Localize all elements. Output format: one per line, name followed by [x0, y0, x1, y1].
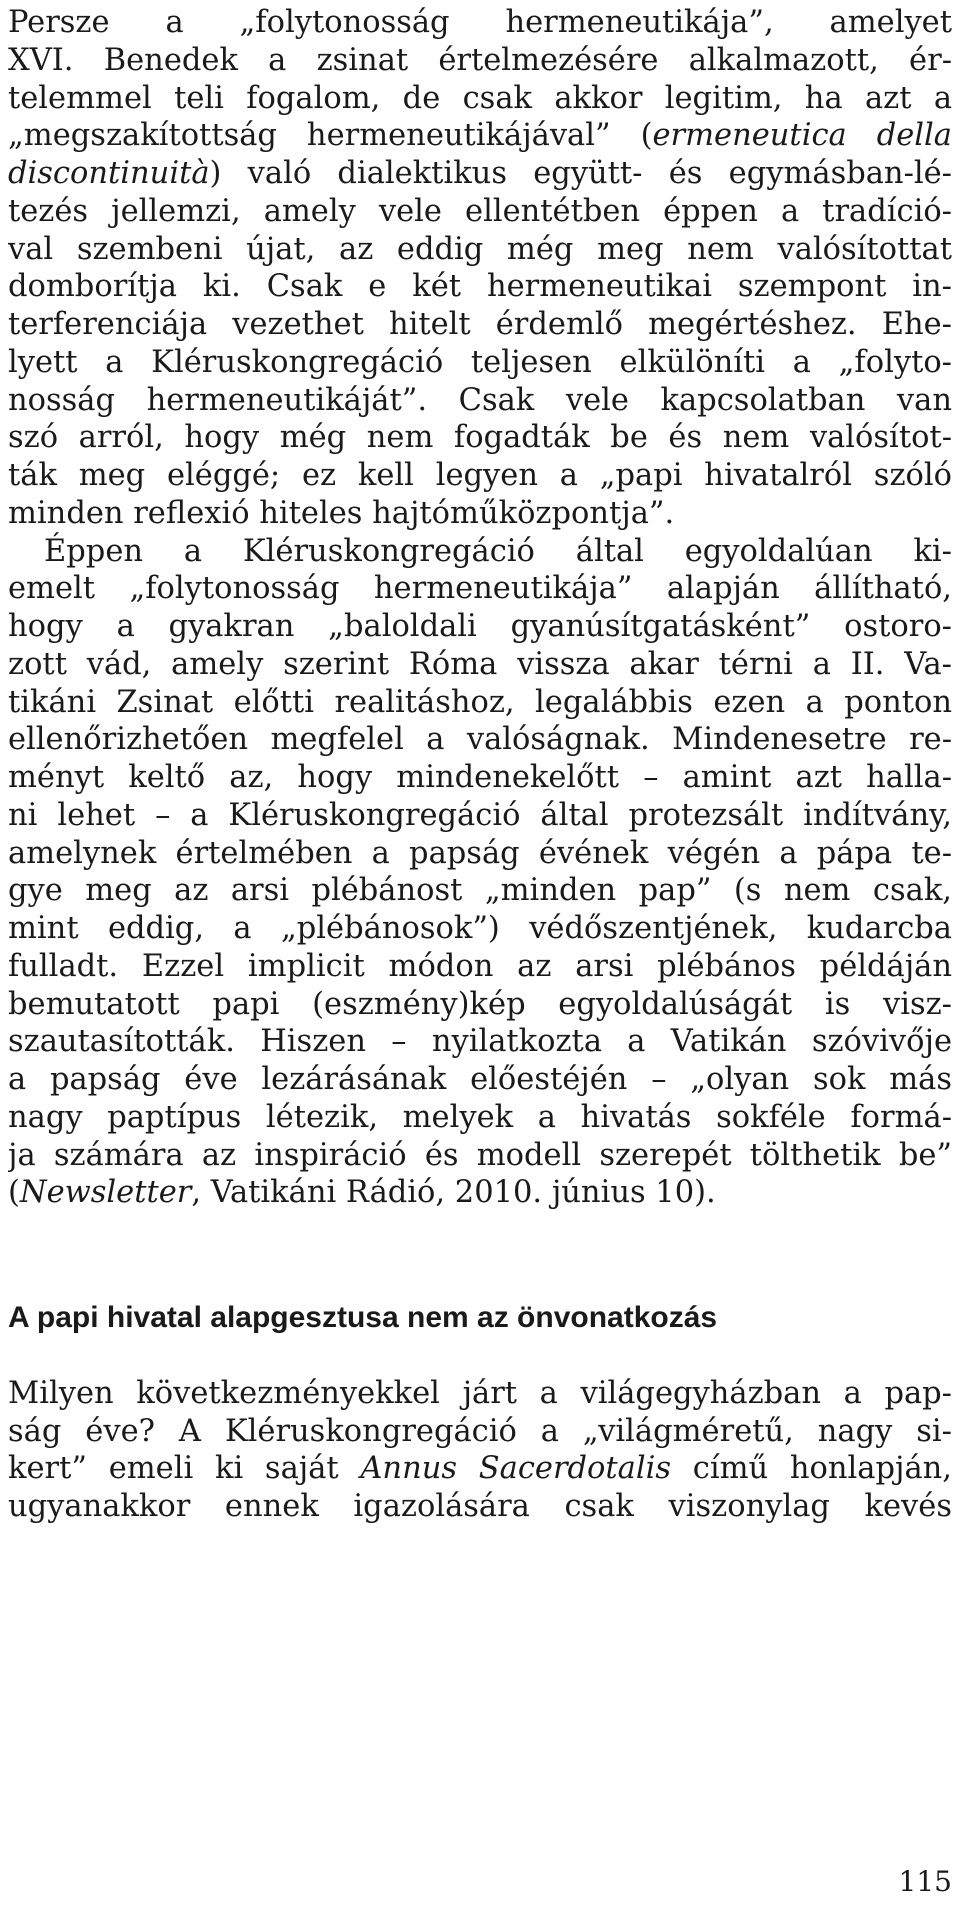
text-line: tezés jellemzi, amely vele ellentétben éppen a tradíció-	[8, 194, 952, 229]
text-line: zott vád, amely szerint Róma vissza akar térni a II. Va-	[8, 647, 952, 682]
text-line: szautasították. Hiszen – nyilatkozta a Vatikán szóvivője	[8, 1024, 952, 1059]
italic-text: discontinuità	[8, 156, 210, 191]
italic-text: ermeneutica della	[652, 118, 952, 153]
text-span: című honlapján,	[671, 1451, 952, 1486]
text-line: minden reflexió hiteles hajtóműközpontja”.	[8, 496, 675, 531]
italic-text: Newsletter	[19, 1175, 192, 1210]
text-line: fulladt. Ezzel implicit módon az arsi plébános példáján	[8, 949, 952, 984]
text-span: , Vatikáni Rádió, 2010. június 10).	[191, 1175, 716, 1210]
text-line: szó arról, hogy még nem fogadták be és nem valósítot-	[8, 420, 952, 455]
text-line: emelt „folytonosság hermeneutikája” alapján állítható,	[8, 571, 952, 606]
text-line: ták meg eléggé; ez kell legyen a „papi hivatalról szóló	[8, 458, 952, 493]
page-number: 115	[898, 1865, 952, 1898]
text-line: a papság éve lezárásának előestéjén – „olyan sok más	[8, 1062, 952, 1097]
text-line: ményt keltő az, hogy mindenekelőtt – amint azt halla-	[8, 760, 952, 795]
text-line: ugyanakkor ennek igazolására csak viszonylag kevés	[8, 1489, 952, 1524]
text-line: tikáni Zsinat előtti realitáshoz, legalábbis ezen a ponton	[8, 685, 952, 720]
text-line	[8, 1170, 952, 1216]
text-line: ellenőrizhetően megfelel a valóságnak. Mindenesetre re-	[8, 722, 952, 757]
text-line: Éppen a Kléruskongregáció által egyoldalúan ki-	[44, 534, 952, 569]
text-line: telemmel teli fogalom, de csak akkor legitim, ha azt a	[8, 81, 952, 116]
text-line: domborítja ki. Csak e két hermeneutikai szempont in-	[8, 269, 952, 304]
italic-text: Annus Sacerdotalis	[360, 1451, 672, 1486]
text-line: val szembeni újat, az eddig még meg nem valósítottat	[8, 232, 952, 267]
section-heading: A papi hivatal alapgesztusa nem az önvonatkozás	[8, 1301, 718, 1334]
text-line: Persze a „folytonosság hermeneutikája”, amelyet	[8, 5, 952, 40]
text-span: ) való dialektikus együtt- és egymásban-lé-	[209, 156, 952, 191]
text-line: lyett a Kléruskongregáció teljesen elkülöníti a „folyto-	[8, 345, 952, 380]
text-line: Milyen következményekkel járt a világegyházban a pap-	[8, 1376, 952, 1411]
text-line: terferenciája vezethet hitelt érdemlő megértéshez. Ehe-	[8, 307, 952, 342]
text-line: ja számára az inspiráció és modell szerepét tölthetik be”	[8, 1138, 952, 1173]
text-line: bemutatott papi (eszmény)kép egyoldalúságát is visz-	[8, 987, 952, 1022]
text-line: nosság hermeneutikáját”. Csak vele kapcsolatban van	[8, 383, 952, 418]
text-line: gye meg az arsi plébánost „minden pap” (s nem csak,	[8, 873, 952, 908]
text-line: ni lehet – a Kléruskongregáció által protezsált indítvány,	[8, 798, 952, 833]
text-line: mint eddig, a „plébánosok”) védőszentjének, kudarcba	[8, 911, 952, 946]
text-line: ság éve? A Kléruskongregáció a „világméretű, nagy si-	[8, 1414, 952, 1449]
text-span: kert” emeli ki saját	[8, 1451, 361, 1486]
text-line: nagy paptípus létezik, melyek a hivatás sokféle formá-	[8, 1100, 952, 1135]
text-line: hogy a gyakran „baloldali gyanúsítgatásként” ostoro-	[8, 609, 952, 644]
text-span: (	[8, 1175, 20, 1210]
text-line: amelynek értelmében a papság évének végén a pápa te-	[8, 836, 952, 871]
text-span: „megszakítottság hermeneutikájával” (	[8, 118, 653, 153]
text-line: XVI. Benedek a zsinat értelmezésére alkalmazott, ér-	[8, 43, 952, 78]
